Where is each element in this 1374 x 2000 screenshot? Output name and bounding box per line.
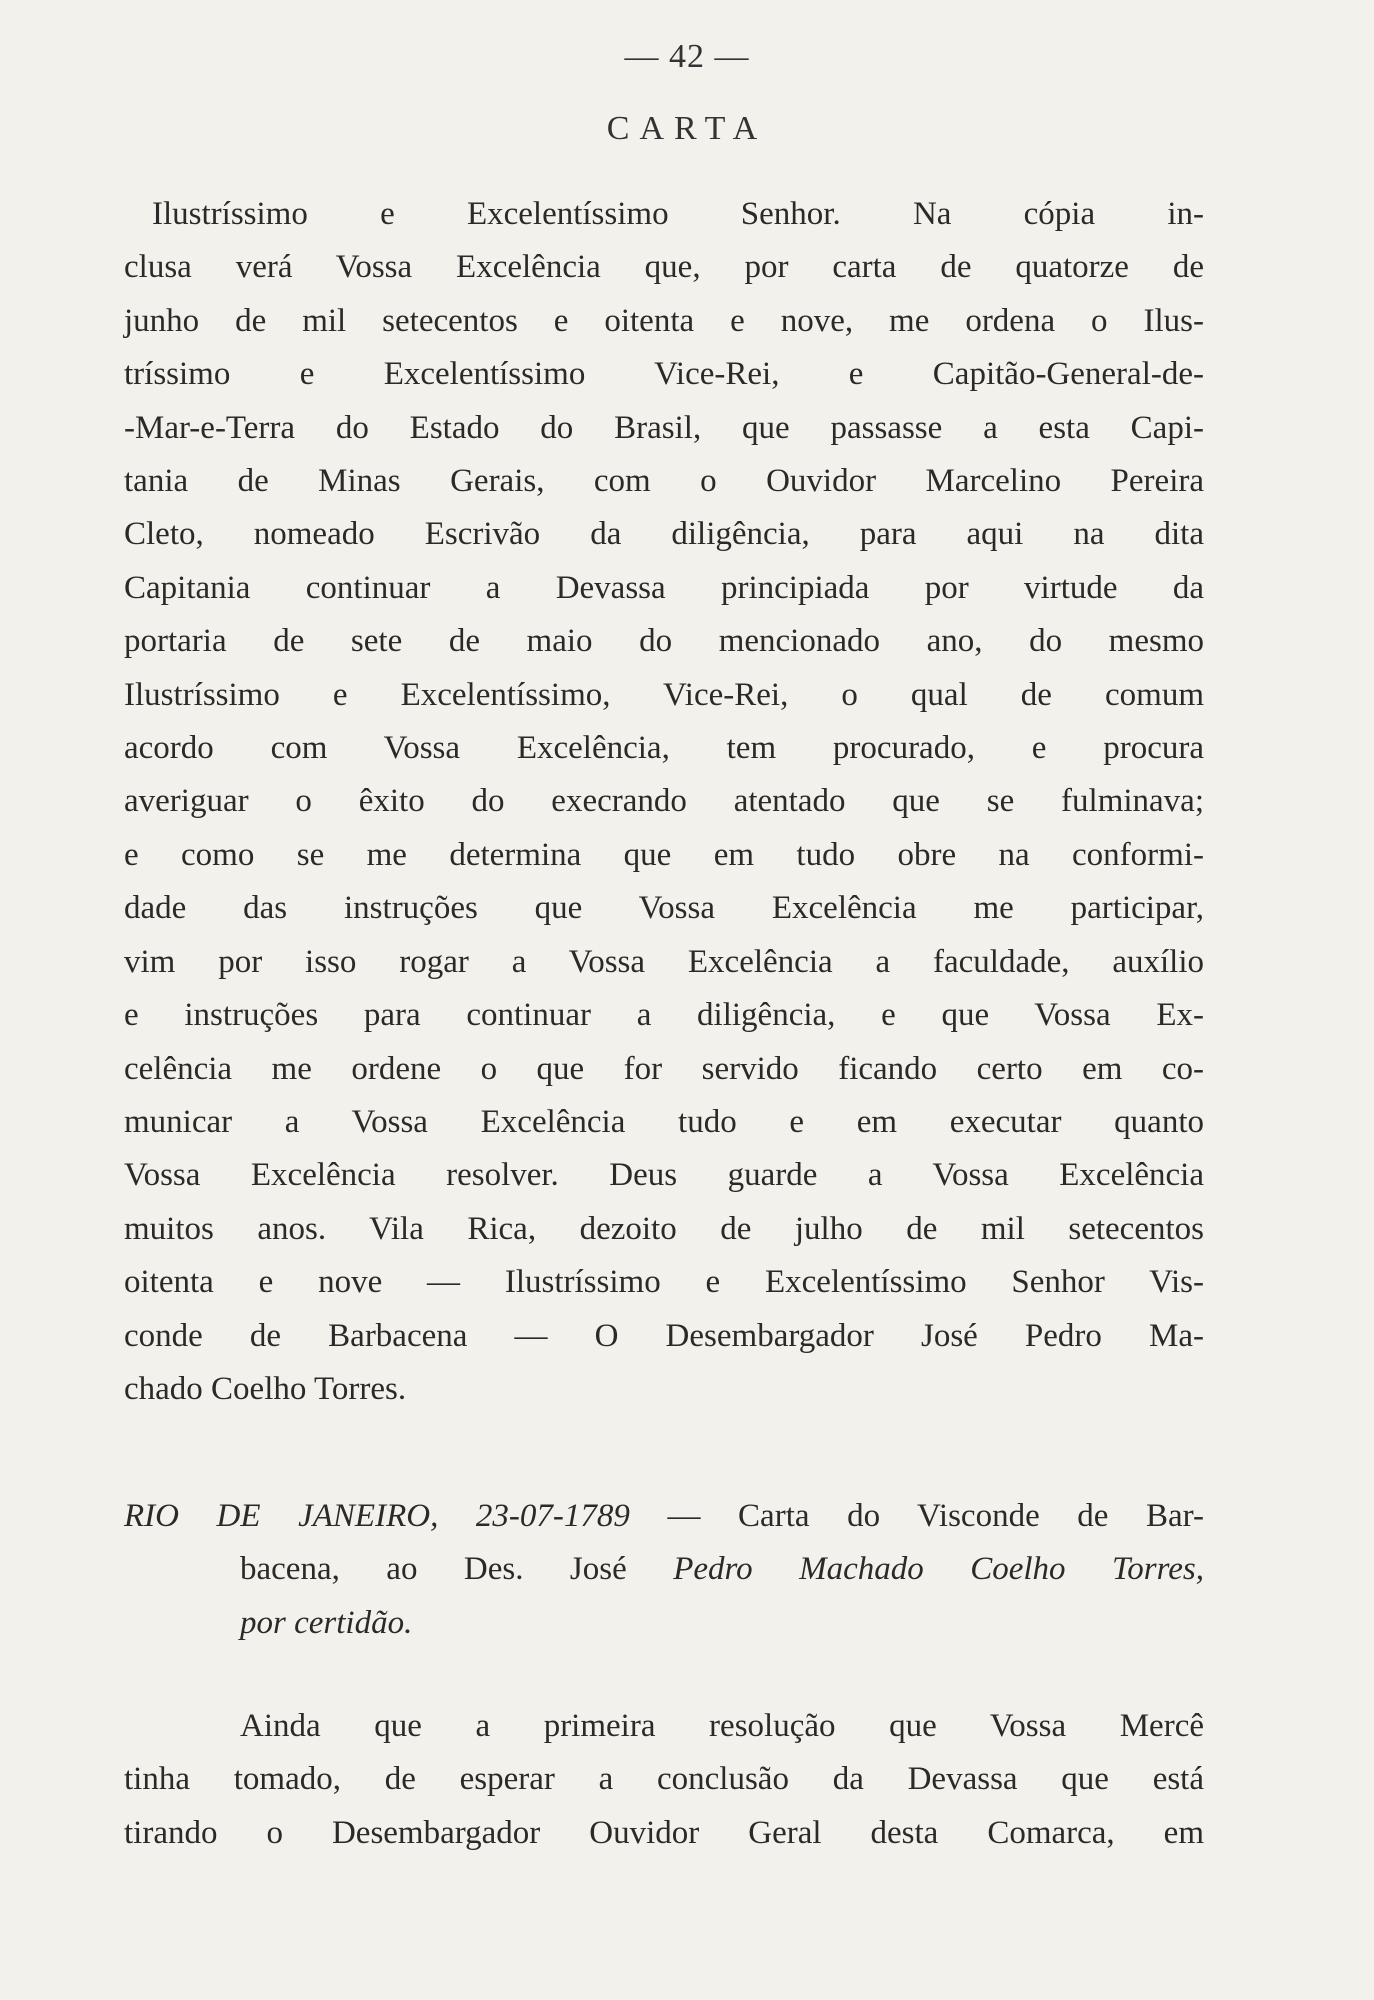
entry-line bbox=[124, 1490, 1204, 1543]
text-line: tirando o Desembargador Ouvidor Geral desta Comarca, em bbox=[124, 1814, 1204, 1851]
text-line: e instruções para continuar a diligência, e que Vossa Ex- bbox=[124, 997, 1204, 1034]
text-line: portaria de sete de maio do mencionado ano, do mesmo bbox=[124, 623, 1204, 660]
text-line: Cleto, nomeado Escrivão da diligência, para aqui na dita bbox=[124, 516, 1204, 553]
next-paragraph bbox=[124, 1700, 1204, 1860]
entry-line: por certidão. bbox=[240, 1604, 413, 1641]
text-line: dade das instruções que Vossa Excelência me participar, bbox=[124, 890, 1204, 927]
entry-description: — Carta do Visconde de Bar- bbox=[629, 1498, 1204, 1534]
entry-place-date: RIO DE JANEIRO, 23-07-1789 bbox=[124, 1498, 630, 1534]
text-line: Ilustríssimo e Excelentíssimo, Vice-Rei, o qual de comum bbox=[124, 676, 1204, 713]
text-line: e como se me determina que em tudo obre na conformi- bbox=[124, 836, 1204, 873]
text-line: Ilustríssimo e Excelentíssimo Senhor. Na cópia in- bbox=[152, 196, 1204, 232]
text-line: chado Coelho Torres. bbox=[124, 1370, 407, 1407]
text-line: vim por isso rogar a Vossa Excelência a faculdade, auxílio bbox=[124, 943, 1204, 980]
text-line: acordo com Vossa Excelência, tem procurado, e procura bbox=[124, 730, 1204, 767]
text-line: Vossa Excelência resolver. Deus guarde a Vossa Excelência bbox=[124, 1157, 1204, 1194]
text-line: -Mar-e-Terra do Estado do Brasil, que passasse a esta Capi- bbox=[124, 409, 1204, 446]
section-heading: CARTA bbox=[606, 110, 768, 147]
letter-paragraph bbox=[124, 188, 1204, 1416]
entry-recipient-prefix: bacena, ao Des. José bbox=[240, 1551, 674, 1588]
text-line: oitenta e nove — Ilustríssimo e Excelentíssimo Senhor Vis- bbox=[124, 1264, 1204, 1301]
document-entry-heading bbox=[124, 1490, 1204, 1650]
entry-recipient-name: Pedro Machado Coelho Torres, bbox=[673, 1551, 1204, 1588]
entry-line bbox=[124, 1543, 1204, 1596]
text-line: muitos anos. Vila Rica, dezoito de julho de mil setecentos bbox=[124, 1210, 1204, 1247]
text-line: Capitania continuar a Devassa principiada por virtude da bbox=[124, 569, 1204, 606]
text-line: tríssimo e Excelentíssimo Vice-Rei, e Capitão-General-de- bbox=[124, 356, 1204, 393]
text-line: celência me ordene o que for servido ficando certo em co- bbox=[124, 1050, 1204, 1087]
text-line: clusa verá Vossa Excelência que, por carta de quatorze de bbox=[124, 249, 1204, 286]
text-line: conde de Barbacena — O Desembargador José Pedro Ma- bbox=[124, 1317, 1204, 1354]
text-line: municar a Vossa Excelência tudo e em executar quanto bbox=[124, 1103, 1204, 1140]
page-number: — 42 — bbox=[624, 38, 750, 75]
text-line: tania de Minas Gerais, com o Ouvidor Marcelino Pereira bbox=[124, 463, 1204, 500]
text-line: junho de mil setecentos e oitenta e nove, me ordena o Ilus- bbox=[124, 302, 1204, 339]
text-line: Ainda que a primeira resolução que Vossa Mercê bbox=[240, 1708, 1204, 1744]
text-line: tinha tomado, de esperar a conclusão da Devassa que está bbox=[124, 1761, 1204, 1798]
text-line: averiguar o êxito do execrando atentado que se fulminava; bbox=[124, 783, 1204, 820]
